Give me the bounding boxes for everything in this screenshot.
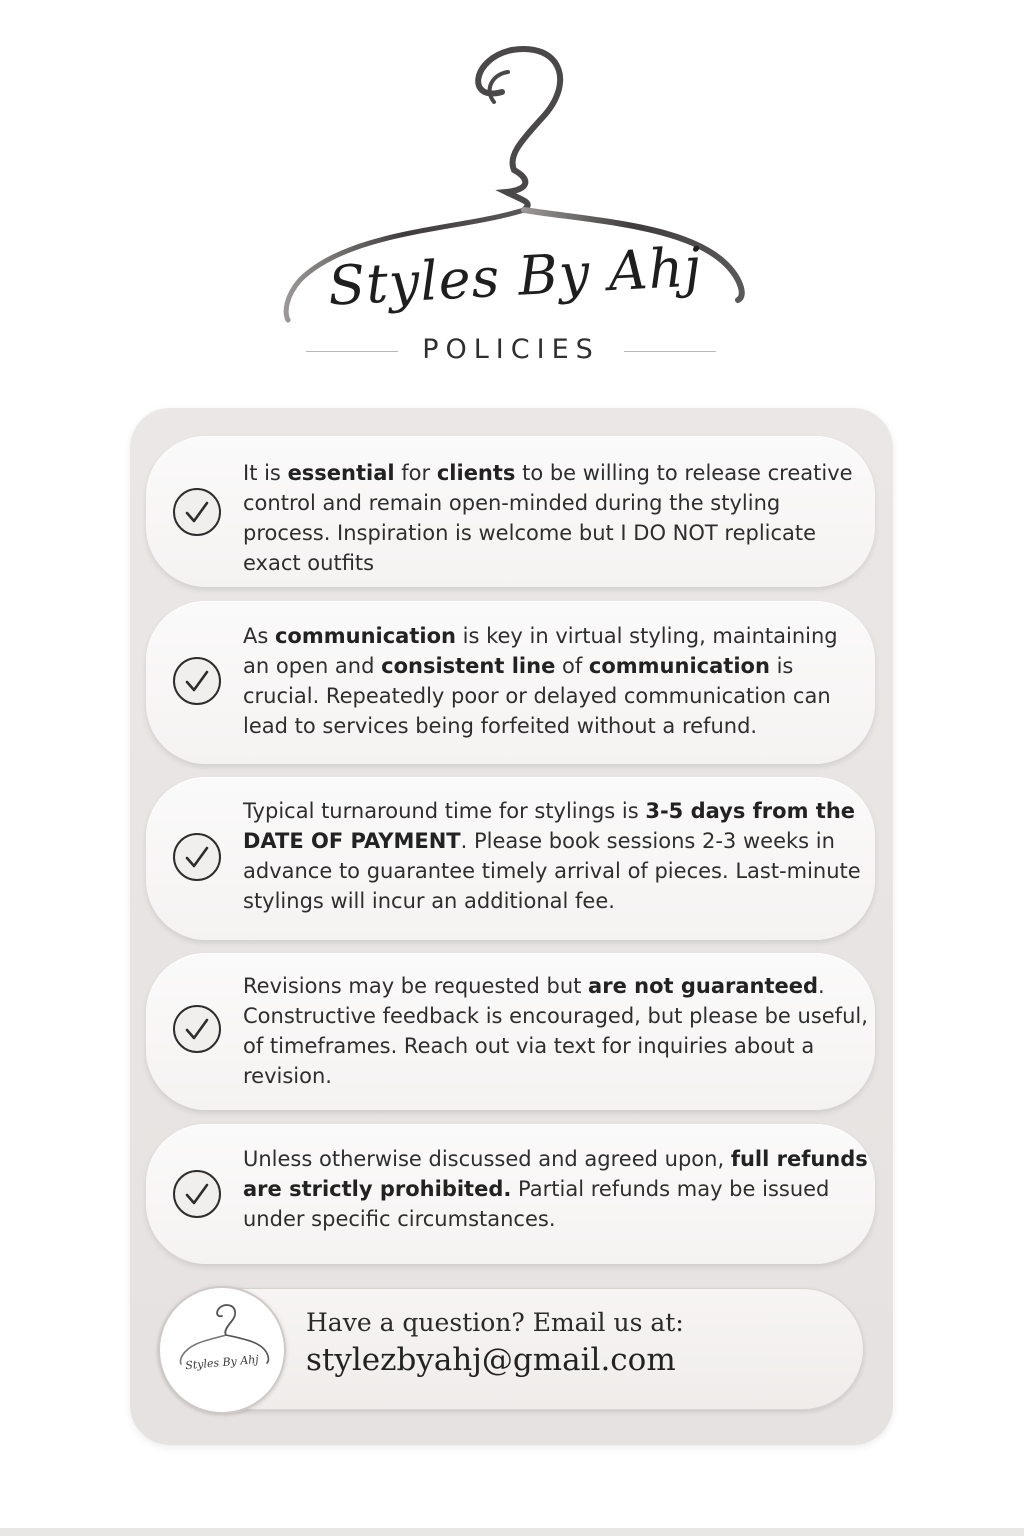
policy-card (146, 436, 875, 587)
policy-text (243, 621, 868, 741)
policy-card (146, 601, 875, 764)
policy-text (243, 971, 868, 1091)
brand-name: Styles By Ahj (326, 235, 704, 318)
policy-text-run: As (243, 624, 275, 648)
policy-card (146, 777, 875, 940)
policy-text-run: is key in virtual styling, maintaining an open and (243, 624, 838, 678)
policy-text-run: Typical turnaround time for stylings is (243, 799, 646, 823)
policy-text-run: . Please book sessions 2-3 weeks in advance to guarantee timely arrival of pieces. Last-minute stylings will incur an additional fee. (243, 829, 861, 913)
checkmark-icon (173, 488, 221, 536)
policy-text-run: Revisions may be requested but (243, 974, 589, 998)
policy-text-emphasis: communication (274, 624, 456, 648)
checkmark-icon (173, 1170, 221, 1218)
policy-text-run: It is (243, 461, 288, 485)
page-title: POLICIES (422, 334, 600, 365)
bottom-strip (0, 1528, 1024, 1536)
policy-text (243, 1144, 868, 1234)
policy-text-run: for (394, 461, 437, 485)
policy-text-run: Partial refunds may be issued under specific circumstances. (243, 1177, 830, 1231)
header (0, 0, 1024, 380)
policy-text-emphasis: essential (287, 461, 395, 485)
policy-card (146, 953, 875, 1110)
policies-panel (130, 408, 893, 1445)
divider-left (306, 351, 398, 352)
policy-text-emphasis: consistent line (381, 654, 556, 678)
brand-badge (158, 1286, 286, 1414)
checkmark-icon (173, 657, 221, 705)
checkmark-icon (173, 833, 221, 881)
contact-email-link[interactable]: stylezbyahj@gmail.com (306, 1342, 676, 1378)
policy-text (243, 796, 868, 916)
divider-right (624, 351, 716, 352)
checkmark-icon (173, 1005, 221, 1053)
policy-text (243, 458, 868, 578)
policy-text-run: Unless otherwise discussed and agreed upon, (243, 1147, 731, 1171)
policy-text-run: to be willing to release creative control and remain open-minded during the styling process. Inspiration is welcome but I DO NOT replicate exact outfits (243, 461, 853, 575)
contact-label: Have a question? Email us at: (306, 1308, 684, 1337)
policy-card (146, 1124, 875, 1264)
policy-text-run: is crucial. Repeatedly poor or delayed communication can lead to services being forfeited without a refund. (243, 654, 831, 738)
policy-text-emphasis: full refunds are strictly prohibited. (243, 1147, 868, 1201)
policy-text-emphasis: are not guaranteed (588, 974, 819, 998)
policy-text-run: of (555, 654, 589, 678)
policy-text-emphasis: clients (436, 461, 516, 485)
badge-brand-name: Styles By Ahj (184, 1352, 260, 1373)
policies-heading (300, 330, 720, 370)
policy-text-emphasis: 3-5 days from the DATE OF PAYMENT (243, 799, 856, 853)
policy-text-run: . Constructive feedback is encouraged, but please be useful, of timeframes. Reach out via text for inquiries about a revision. (243, 974, 868, 1088)
policy-text-emphasis: communication (588, 654, 770, 678)
